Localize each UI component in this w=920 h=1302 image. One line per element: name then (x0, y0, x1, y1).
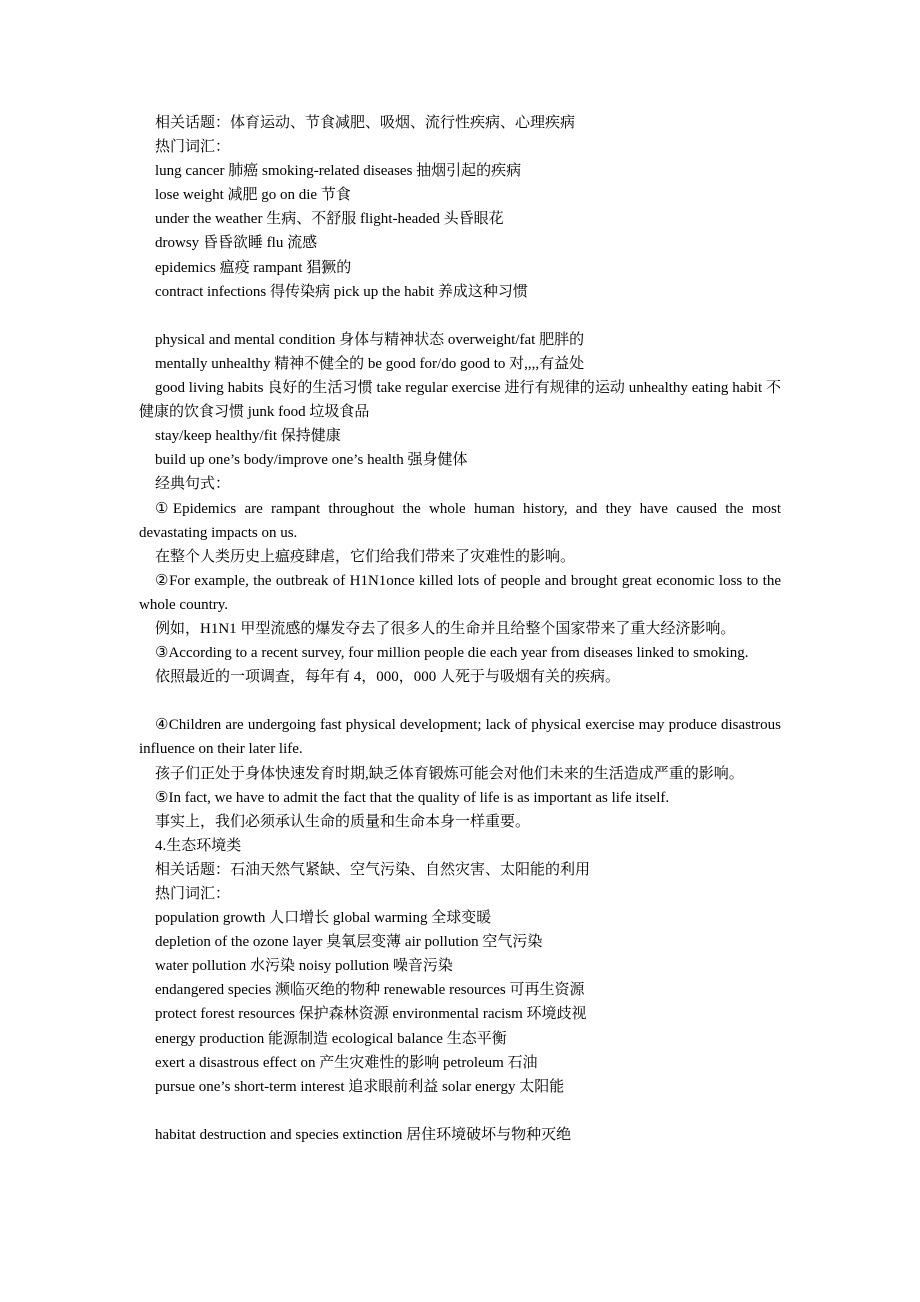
sentence-english: ④Children are undergoing fast physical development; lack of physical exercise may produce disastrous influence on their later life. (139, 717, 781, 758)
vocab-line: lung cancer 肺癌 smoking-related diseases 抽烟引起的疾病 (155, 163, 522, 180)
section-title: 4.生态环境类 (155, 837, 242, 854)
sentence-english: ③According to a recent survey, four million people die each year from diseases linked to smoking. (155, 645, 749, 662)
environment-vocab-heading: 热门词汇： (155, 886, 231, 902)
vocab-line: physical and mental condition 身体与精神状态 overweight/fat 肥胖的 (155, 331, 585, 348)
vocab-line: under the weather 生病、不舒服 flight-headed 头昏眼花 (155, 211, 504, 228)
vocab-line: habitat destruction and species extinction 居住环境破坏与物种灭绝 (155, 1126, 572, 1143)
vocab-wrap-line: good living habits 良好的生活习惯 take regular exercise 进行有规律的运动 unhealthy eating habit 不健康的饮食习惯 junk food 垃圾食品 (139, 380, 781, 421)
sentence-chinese: 例如，H1N1 甲型流感的爆发夺去了很多人的生命并且给整个国家带来了重大经济影响。 (155, 620, 736, 637)
vocab-line: energy production 能源制造 ecological balance 生态平衡 (155, 1030, 507, 1047)
vocab-line: build up one’s body/improve one’s health 强身健体 (155, 452, 468, 469)
blank-line (0, 689, 920, 713)
sentence-chinese: 事实上，我们必须承认生命的质量和生命本身一样重要。 (155, 813, 531, 830)
vocab-line: exert a disastrous effect on 产生灾难性的影响 petroleum 石油 (155, 1054, 538, 1071)
vocab-line: depletion of the ozone layer 臭氧层变薄 air pollution 空气污染 (155, 934, 543, 951)
vocab-line: stay/keep healthy/fit 保持健康 (155, 428, 341, 445)
vocab-line: water pollution 水污染 noisy pollution 噪音污染 (155, 958, 453, 975)
environment-topics: 相关话题：石油天然气紧缺、空气污染、自然灾害、太阳能的利用 (155, 861, 591, 878)
vocab-line: drowsy 昏昏欲睡 flu 流感 (155, 235, 318, 252)
sentence-chinese: 依照最近的一项调查，每年有 4，000，000 人死于与吸烟有关的疾病。 (155, 669, 621, 686)
vocab-line: population growth 人口增长 global warming 全球变暖 (155, 910, 492, 927)
sentence-chinese: 在整个人类历史上瘟疫肆虐，它们给我们带来了灾难性的影响。 (155, 548, 576, 565)
document-page (0, 111, 920, 1147)
sentence-english: ②For example, the outbreak of H1N1once killed lots of people and brought great economic loss to the whole country. (139, 572, 781, 613)
vocab-line: lose weight 减肥 go on die 节食 (155, 187, 351, 204)
blank-line (0, 1099, 920, 1123)
sentence-english: ①Epidemics are rampant throughout the whole human history, and they have caused the most devastating impacts on us. (139, 500, 781, 541)
vocab-line: mentally unhealthy 精神不健全的 be good for/do good to 对,,,,有益处 (155, 355, 585, 372)
vocab-line: epidemics 瘟疫 rampant 猖獗的 (155, 259, 352, 276)
vocab-line: contract infections 得传染病 pick up the habit 养成这种习惯 (155, 283, 528, 300)
health-vocab-heading: 热门词汇： (155, 139, 231, 156)
sentence-chinese: 孩子们正处于身体快速发育时期,缺乏体育锻炼可能会对他们未来的生活造成严重的影响。 (155, 765, 744, 782)
blank-line (0, 304, 920, 328)
sentence-english: ⑤In fact, we have to admit the fact that the quality of life is as important as life itself. (155, 789, 670, 806)
health-topics: 相关话题：体育运动、节食减肥、吸烟、流行性疾病、心理疾病 (155, 115, 576, 131)
vocab-line: endangered species 濒临灭绝的物种 renewable resources 可再生资源 (155, 982, 585, 999)
sentences-heading: 经典句式： (155, 476, 231, 493)
vocab-line: pursue one’s short-term interest 追求眼前利益 solar energy 太阳能 (155, 1078, 565, 1095)
vocab-line: protect forest resources 保护森林资源 environmental racism 环境歧视 (155, 1006, 587, 1023)
